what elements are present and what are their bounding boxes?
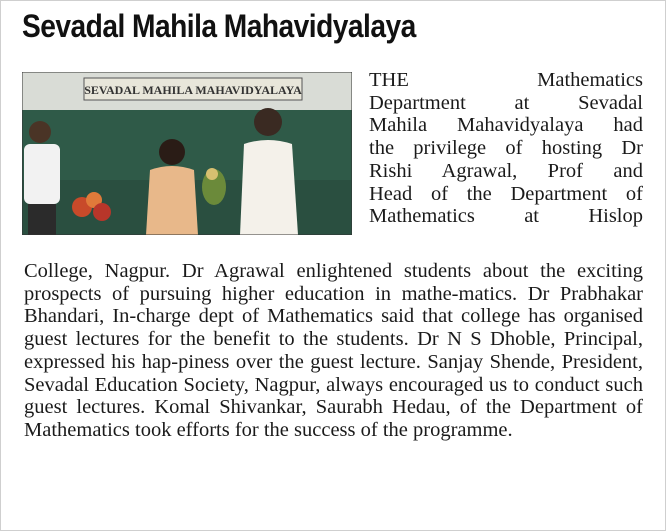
photo-banner-text: SEVADAL MAHILA MAHAVIDYALAYA bbox=[84, 83, 302, 97]
column-line: the privilege of hosting Dr bbox=[369, 137, 643, 160]
event-photo-illustration bbox=[22, 72, 352, 235]
article-body: College, Nagpur. Dr Agrawal enlightened students about the exciting prospects of pursuing higher education in mathe-matics. Dr Prabhakar Bhandari, In-charge dept of Mathematics said that college has organised guest lectures for the benefit to the students. Dr N S Dhoble, Principal, expressed his hap-piness over the guest lecture. Sanjay Shende, President, Sevadal Education Society, Nagpur, always encouraged us to conduct such guest lectures. Komal Shivankar, Saurabh Hedau, of the Department of Mathematics took efforts for the success of the programme. bbox=[24, 260, 643, 441]
column-line: Department at Sevadal bbox=[369, 91, 643, 114]
article-headline: Sevadal Mahila Mahavidyalaya bbox=[22, 8, 416, 44]
article-intro-column bbox=[369, 69, 643, 228]
column-line: Mathematics at Hislop bbox=[369, 205, 643, 228]
column-line: THE Mathematics bbox=[369, 69, 643, 91]
column-line: Rishi Agrawal, Prof and bbox=[369, 159, 643, 182]
column-line: Head of the Department of bbox=[369, 182, 643, 205]
article-photo bbox=[22, 72, 352, 235]
column-line: Mahila Mahavidyalaya had bbox=[369, 114, 643, 137]
